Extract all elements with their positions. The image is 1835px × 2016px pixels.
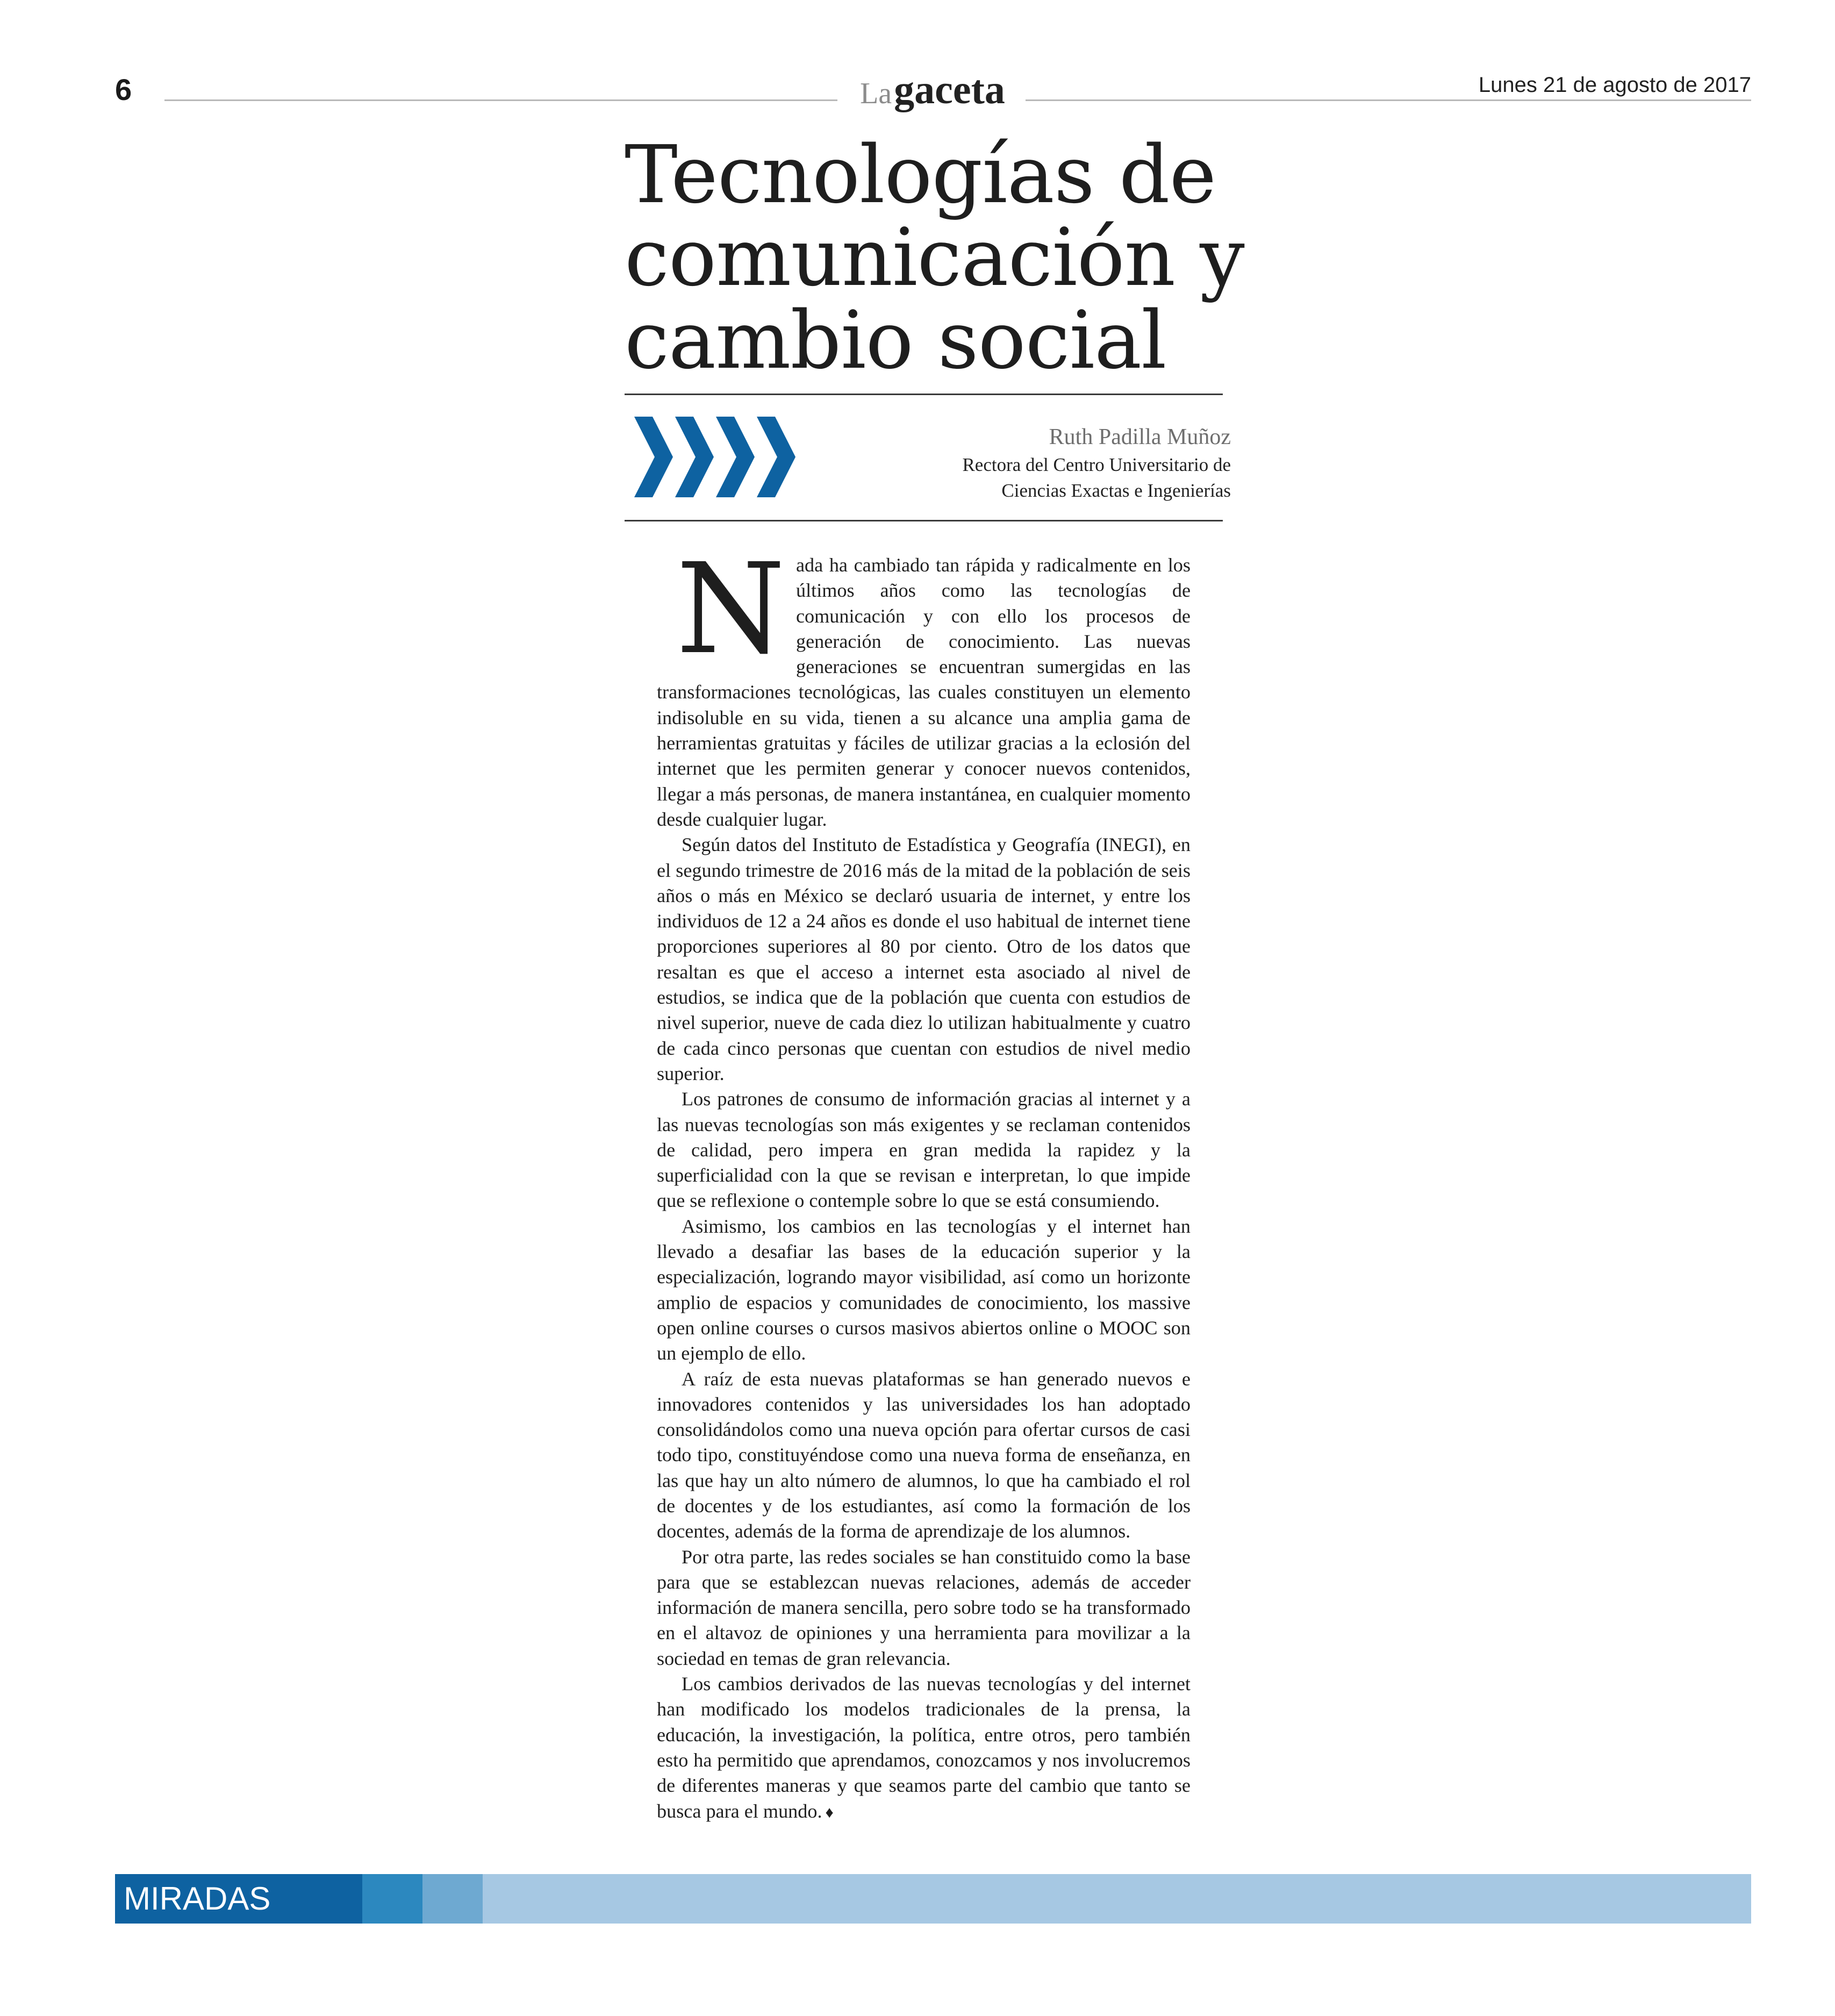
page-number: 6 xyxy=(115,73,132,106)
section-label: MIRADAS xyxy=(124,1881,271,1917)
headline-line-1: Tecnologías de xyxy=(625,128,1216,221)
section-bar-block-pale xyxy=(483,1874,1751,1924)
paragraph-text: ada ha cambiado tan rápida y radicalmente en los últimos años como las tecnologías de comunicación y con ello los procesos de generación de conocimiento. Las nuevas generaciones se encuentran sumergidas en las transformaciones tecnológicas, las cuales constituyen un elemento indisoluble en su vida, tienen a su alcance una amplia gama de herramientas gratuitas y fáciles de utilizar gracias a la eclosión del internet que les permiten generar y conocer nuevos contenidos, llegar a más personas, de manera instantánea, en cualquier momento desde cualquier lugar. xyxy=(657,554,1191,830)
article-paragraph-3: Los patrones de consumo de información gracias al internet y a las nuevas tecnologías son más exigentes y se reclaman contenidos de calidad, pero impera en gran medida la rapidez y la superficialidad con la que se revisan e interpretan, lo que impide que se reflexione o contemple sobre lo que se está consumiendo. xyxy=(657,1088,1191,1212)
byline xyxy=(962,422,1231,504)
article-paragraph-7 xyxy=(657,1671,1191,1825)
end-mark-icon: ♦ xyxy=(825,1803,834,1821)
drop-cap: N xyxy=(676,537,785,682)
article-paragraph-2: Según datos del Instituto de Estadística y Geografía (INEGI), en el segundo trimestre de 2016 más de la mitad de la población de seis años o más en México se declaró usuaria de internet, y entre los individuos de 12 a 24 años es donde el uso habitual de internet tiene proporciones superiores al 80 por ciento. Otro de los datos que resaltan es que el acceso a internet esta asociado al nivel de estudios, se indica que de la población que cuenta con estudios de nivel superior, nueve de cada diez lo utilizan habitualmente y cuatro de cada cinco personas que cuentan con estudios de nivel medio superior. xyxy=(657,834,1191,1084)
header-rule-right xyxy=(1026,99,1751,101)
headline-line-2: comunicación y xyxy=(625,211,1244,304)
header-rule-left xyxy=(164,99,837,101)
author-role-line-2: Ciencias Exactas e Ingenierías xyxy=(1001,480,1231,501)
chevron-arrows-icon xyxy=(634,417,795,497)
section-bar-block-light xyxy=(422,1874,483,1924)
masthead-name: gaceta xyxy=(894,67,1005,112)
section-bar-block-mid xyxy=(362,1874,422,1924)
section-bar xyxy=(115,1874,1751,1924)
masthead-logo xyxy=(852,67,1013,113)
issue-date: Lunes 21 de agosto de 2017 xyxy=(1478,73,1751,97)
author-name: Ruth Padilla Muñoz xyxy=(1049,425,1231,449)
article-paragraph-6: Por otra parte, las redes sociales se han constituido como la base para que se establezcan nuevas relaciones, además de acceder información de manera sencilla, pero sobre todo se ha transformado en el altavoz de opiniones y una herramienta para movilizar a la sociedad en temas de gran relevancia. xyxy=(657,1546,1191,1669)
byline-rule xyxy=(625,520,1223,521)
headline-rule xyxy=(625,394,1223,395)
masthead-prefix: La xyxy=(860,77,892,110)
article-paragraph-1 xyxy=(657,537,1191,832)
author-role-line-1: Rectora del Centro Universitario de xyxy=(962,454,1231,475)
article-headline xyxy=(625,128,1244,387)
article-body xyxy=(657,537,1191,1825)
paragraph-text: Los cambios derivados de las nuevas tecnologías y del internet han modificado los modelos tradicionales de la prensa, la educación, la investigación, la política, entre otros, pero también esto ha permitido que aprendamos, conozcamos y nos involucremos de diferentes maneras y que seamos parte del cambio que tanto se busca para el mundo. xyxy=(657,1673,1191,1822)
article-paragraph-4: Asimismo, los cambios en las tecnologías y el internet han llevado a desafiar las bases de la educación superior y la especialización, logrando mayor visibilidad, así como un horizonte amplio de espacios y comunidades de conocimiento, los massive open online courses o cursos masivos abiertos online o MOOC son un ejemplo de ello. xyxy=(657,1215,1191,1364)
article-paragraph-5: A raíz de esta nuevas plataformas se han generado nuevos e innovadores contenidos y las universidades los han adoptado consolidándolos como una nueva opción para ofertar cursos de casi todo tipo, constituyéndose como una nueva forma de enseñanza, en las que hay un alto número de alumnos, lo que ha cambiado el rol de docentes y de los estudiantes, así como la formación de los docentes, además de la forma de aprendizaje de los alumnos. xyxy=(657,1368,1191,1542)
headline-line-3: cambio social xyxy=(625,294,1166,387)
